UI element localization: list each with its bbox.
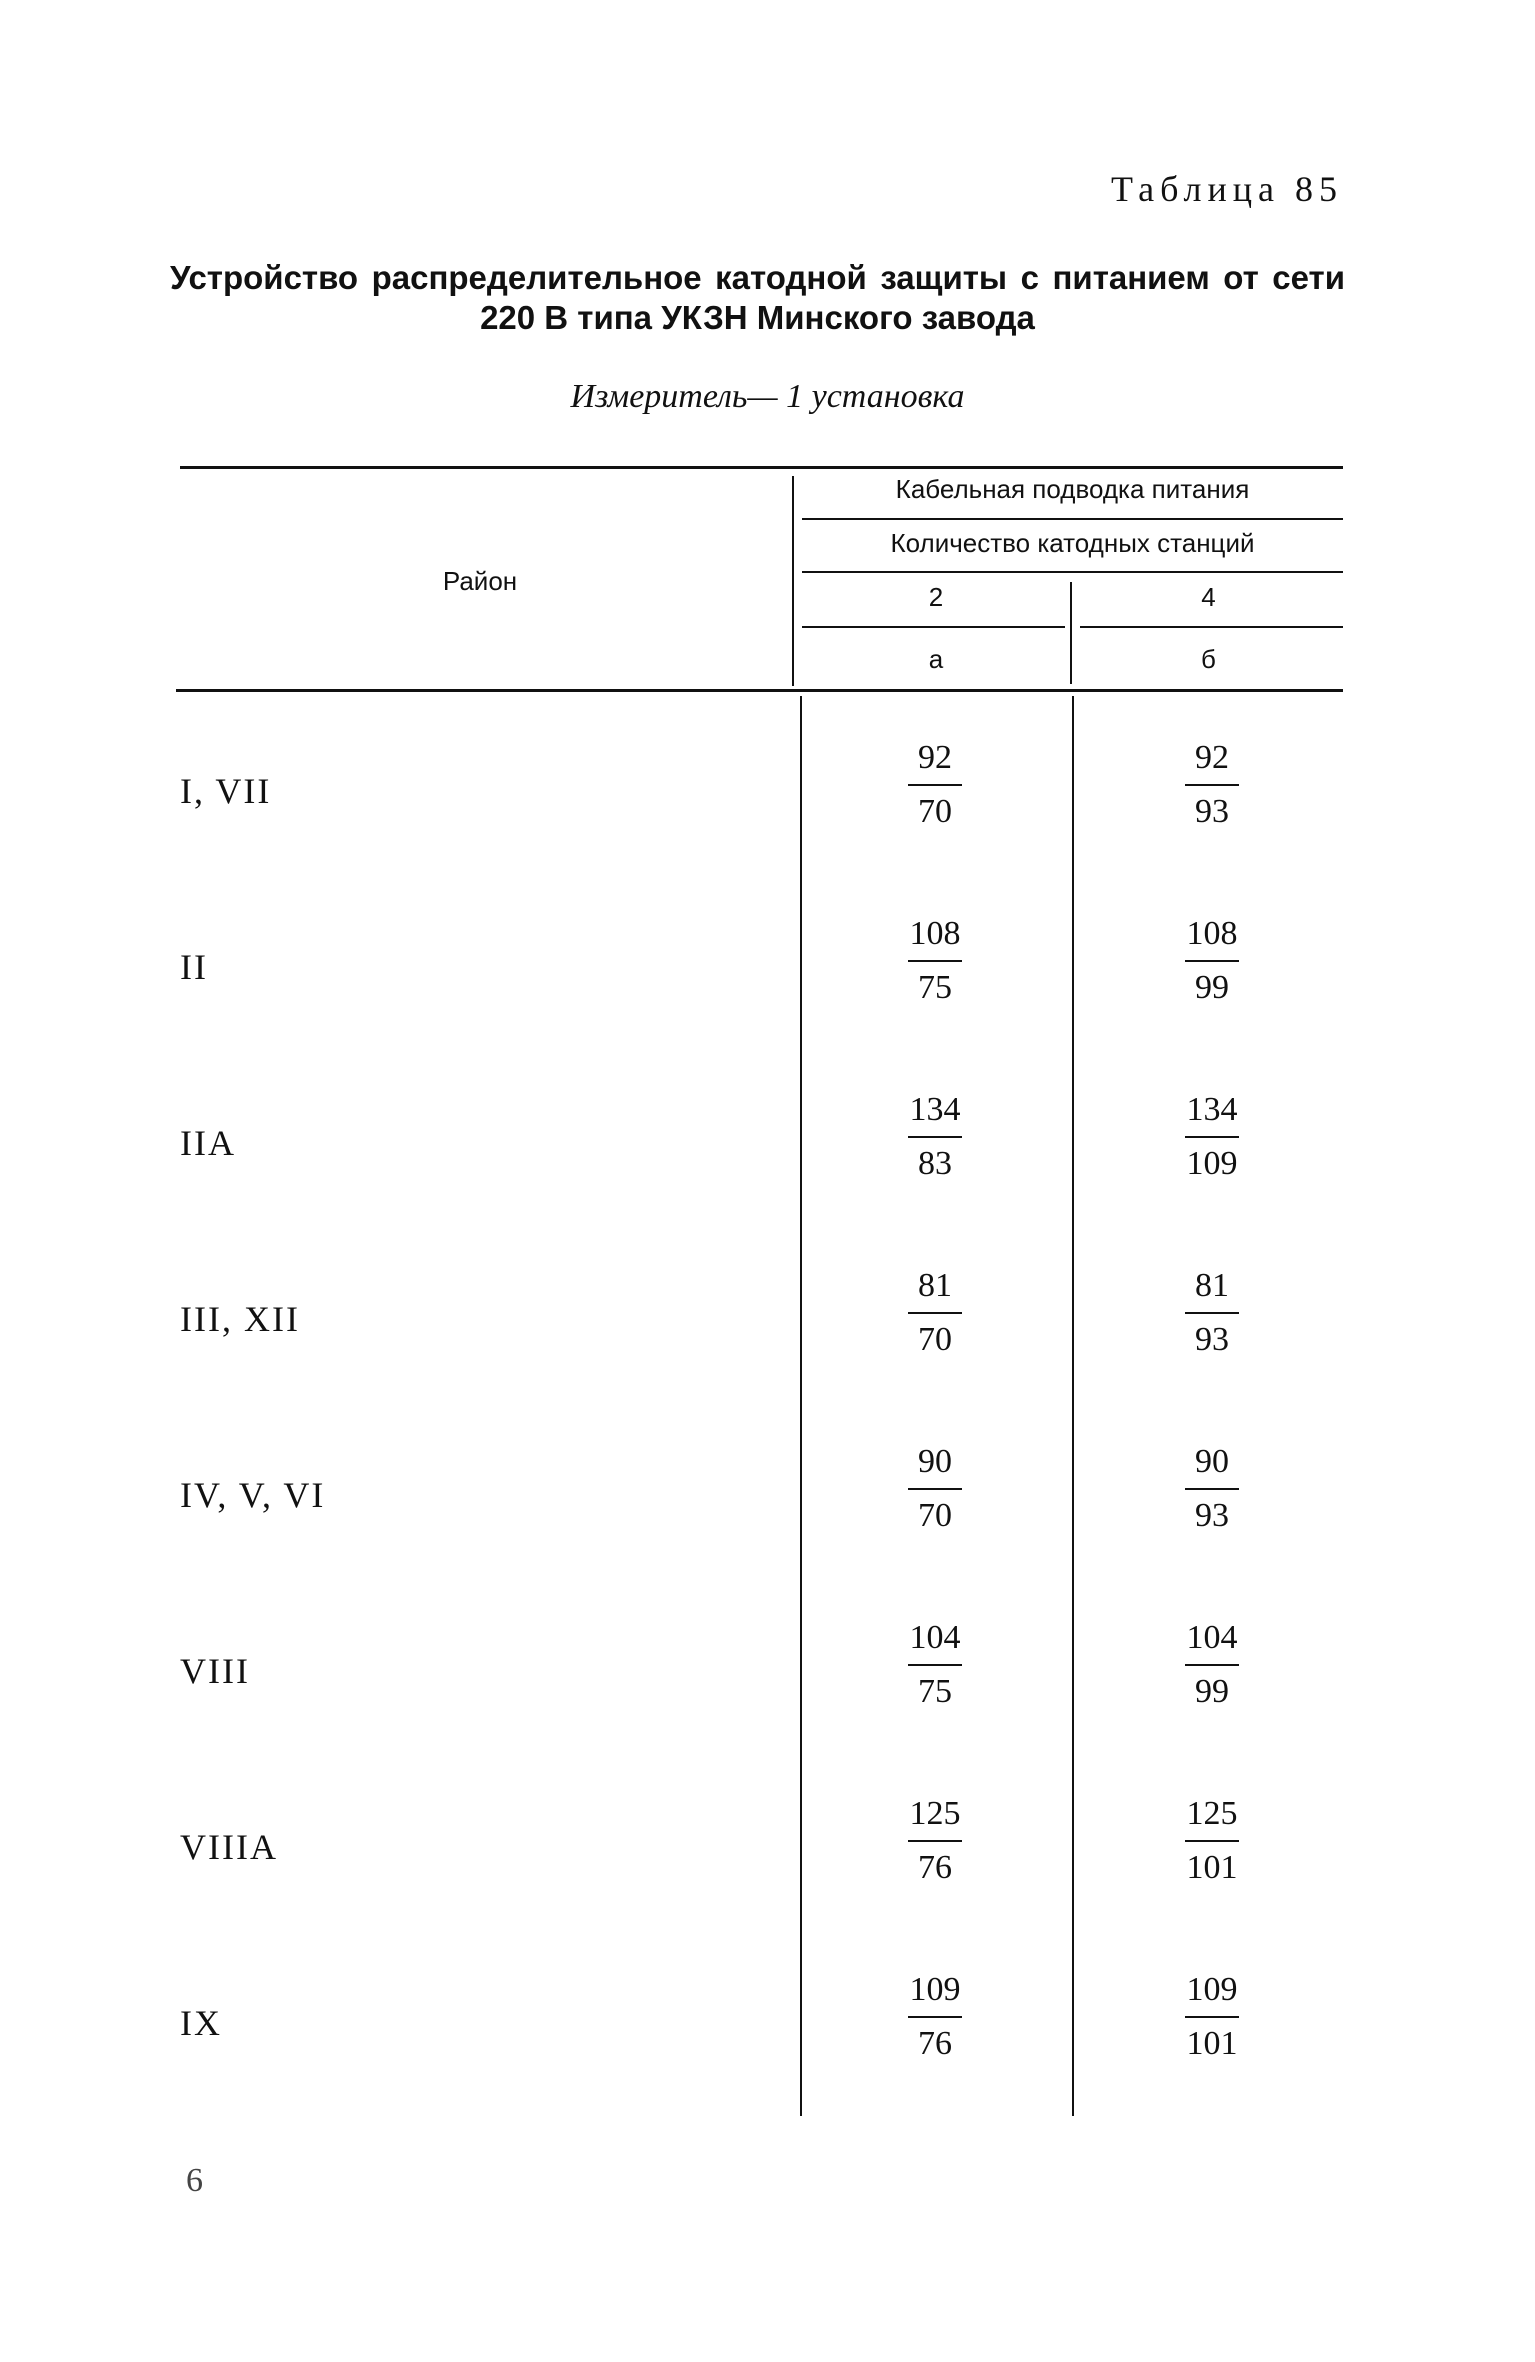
fraction-bar [908, 1664, 962, 1666]
value-denominator: 75 [918, 1673, 952, 1710]
header-cable-supply: Кабельная подводка питания [895, 474, 1250, 504]
value-numerator: 81 [918, 1267, 952, 1304]
value-cell-b [1152, 738, 1272, 832]
district-label: VIII [180, 1651, 250, 1691]
value-cell-a [875, 1970, 995, 2064]
value-cell-b [1152, 1442, 1272, 1536]
value-cell-b [1152, 1794, 1272, 1888]
header-letter-a: а [928, 644, 944, 674]
table-top-rule [180, 466, 1343, 469]
district-label: I, VII [180, 771, 272, 811]
value-cell-b [1152, 1618, 1272, 1712]
value-cell-b [1152, 1266, 1272, 1360]
value-numerator: 104 [909, 1619, 961, 1656]
value-denominator: 101 [1186, 1849, 1238, 1886]
value-denominator: 99 [1195, 1673, 1229, 1710]
value-numerator: 109 [1186, 1971, 1238, 2008]
value-denominator: 93 [1195, 1497, 1229, 1534]
district-label: IX [180, 2003, 222, 2043]
value-numerator: 108 [1186, 915, 1238, 952]
value-denominator: 109 [1186, 1145, 1238, 1182]
value-denominator: 75 [918, 969, 952, 1006]
fraction-bar [1185, 1488, 1239, 1490]
value-cell-a [875, 738, 995, 832]
district-label: III, XII [180, 1299, 300, 1339]
table-number: Таблица 85 [1111, 169, 1343, 209]
value-numerator: 92 [1195, 739, 1229, 776]
fraction-bar [1185, 784, 1239, 786]
value-numerator: 125 [909, 1795, 961, 1832]
fraction-bar [908, 2016, 962, 2018]
header-district: Район [442, 566, 518, 596]
table-subtitle: Измеритель— 1 установка [570, 378, 965, 415]
page-mark: 6 [186, 2162, 203, 2199]
fraction-bar [908, 784, 962, 786]
value-numerator: 81 [1195, 1267, 1229, 1304]
value-cell-b [1152, 914, 1272, 1008]
value-denominator: 70 [918, 793, 952, 830]
header-count-b: 4 [1201, 582, 1216, 612]
fraction-bar [1185, 2016, 1239, 2018]
header-rule-col-b [1080, 626, 1343, 628]
header-bottom-rule [176, 689, 1343, 692]
value-denominator: 93 [1195, 1321, 1229, 1358]
value-numerator: 134 [1186, 1091, 1238, 1128]
value-numerator: 125 [1186, 1795, 1238, 1832]
table-title-line-1: Устройство распределительное катодной защиты с питанием от сети [170, 259, 1345, 296]
table-title-line-2: 220 В типа УКЗН Минского завода [480, 299, 1035, 336]
header-count-a: 2 [928, 582, 944, 612]
body-divider-columns [1072, 696, 1074, 2116]
header-rule-stations [802, 571, 1343, 573]
value-numerator: 109 [909, 1971, 961, 2008]
value-cell-a [875, 1090, 995, 1184]
body-divider-district [800, 696, 802, 2116]
fraction-bar [908, 1840, 962, 1842]
fraction-bar [908, 1136, 962, 1138]
fraction-bar [908, 1312, 962, 1314]
value-numerator: 104 [1186, 1619, 1238, 1656]
value-numerator: 90 [918, 1443, 952, 1480]
value-numerator: 92 [918, 739, 952, 776]
header-rule-cable [802, 518, 1343, 520]
value-numerator: 108 [909, 915, 961, 952]
header-rule-col-a [802, 626, 1065, 628]
value-cell-a [875, 914, 995, 1008]
value-cell-a [875, 1442, 995, 1536]
fraction-bar [1185, 960, 1239, 962]
value-denominator: 76 [918, 2025, 952, 2062]
value-denominator: 76 [918, 1849, 952, 1886]
value-denominator: 83 [918, 1145, 952, 1182]
value-cell-a [875, 1618, 995, 1712]
header-divider-district [792, 476, 794, 686]
value-cell-b [1152, 1090, 1272, 1184]
header-divider-columns [1070, 582, 1072, 684]
value-cell-b [1152, 1970, 1272, 2064]
value-cell-a [875, 1794, 995, 1888]
header-letter-b: б [1201, 644, 1216, 674]
district-label: II [180, 947, 208, 987]
value-numerator: 90 [1195, 1443, 1229, 1480]
district-label: IV, V, VI [180, 1475, 326, 1515]
value-numerator: 134 [909, 1091, 961, 1128]
fraction-bar [1185, 1664, 1239, 1666]
header-station-count: Количество катодных станций [890, 528, 1255, 558]
value-cell-a [875, 1266, 995, 1360]
fraction-bar [1185, 1840, 1239, 1842]
fraction-bar [908, 960, 962, 962]
value-denominator: 99 [1195, 969, 1229, 1006]
value-denominator: 101 [1186, 2025, 1238, 2062]
fraction-bar [1185, 1136, 1239, 1138]
district-label: IIА [180, 1123, 236, 1163]
value-denominator: 70 [918, 1497, 952, 1534]
value-denominator: 70 [918, 1321, 952, 1358]
fraction-bar [1185, 1312, 1239, 1314]
table-title [170, 258, 1345, 338]
value-denominator: 93 [1195, 793, 1229, 830]
district-label: VIIIА [180, 1827, 278, 1867]
fraction-bar [908, 1488, 962, 1490]
